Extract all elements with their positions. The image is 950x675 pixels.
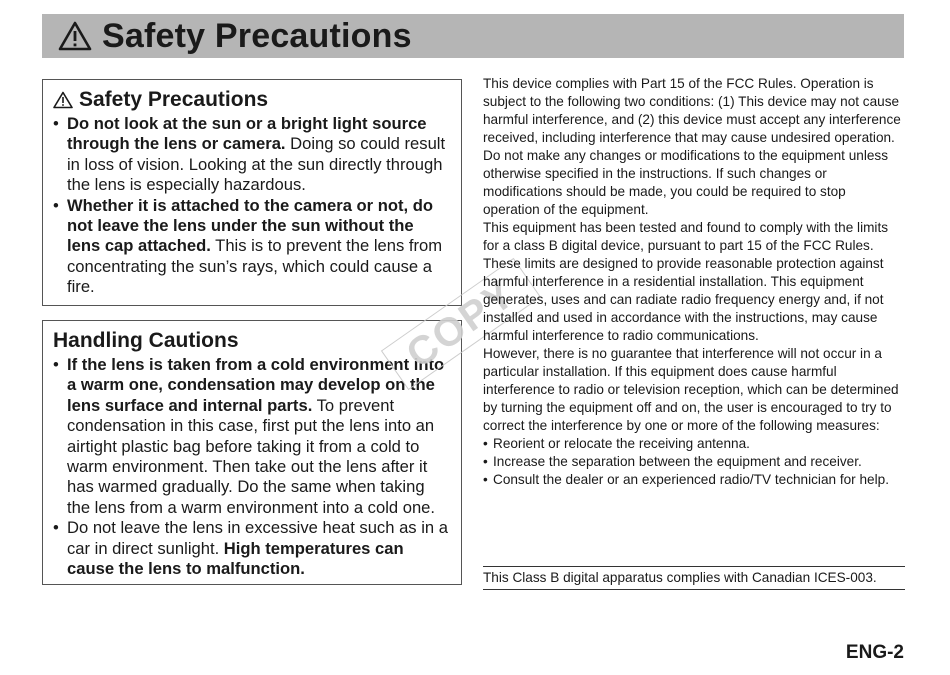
- item-bold: If the lens is taken from a cold environment into a warm one, condensation may develop on the lens surface and internal parts.: [67, 355, 445, 415]
- item-text: Doing so could result in loss of vision. Looking at the sun directly through the lens is especially hazardous.: [67, 134, 446, 195]
- canada-compliance-note: This Class B digital apparatus complies with Canadian ICES-003.: [483, 566, 905, 590]
- handling-heading: [53, 329, 451, 353]
- item-bold: High temperatures can cause the lens to malfunction.: [67, 538, 404, 579]
- list-item: [53, 196, 451, 298]
- safety-heading: [53, 88, 451, 112]
- list-item: [53, 518, 451, 579]
- handling-heading-text: Handling Cautions: [53, 329, 239, 352]
- header-bar: [42, 14, 904, 58]
- fcc-bullet: • Reorient or relocate the receiving antenna.: [483, 435, 905, 453]
- fcc-bullet: • Increase the separation between the equipment and receiver.: [483, 453, 905, 471]
- handling-cautions-box: [42, 320, 462, 585]
- item-bold: Whether it is attached to the camera or not, do not leave the lens under the sun without the lens cap attached.: [67, 195, 434, 256]
- fcc-paragraph: Do not make any changes or modifications to the equipment unless otherwise specified in the instructions. If such changes or modifications should be made, you could be required to stop operation of the equipment.: [483, 148, 889, 217]
- item-text: To prevent condensation in this case, first put the lens into an airtight plastic bag before taking it from a cold to warm environment. Then take out the lens after it has warmed gradually. Do the same when taking the lens from a warm environment into a cold one.: [67, 395, 436, 517]
- fcc-bullet: • Consult the dealer or an experienced radio/TV technician for help.: [483, 471, 905, 489]
- page-title: Safety Precautions: [102, 16, 412, 55]
- item-bold: Do not look at the sun or a bright light source through the lens or camera.: [67, 114, 427, 154]
- fcc-paragraph: This device complies with Part 15 of the FCC Rules. Operation is subject to the following two conditions: (1) This device may not cause harmful interference, and (2) this device must accept any interference received, including interference that may cause undesired operation.: [483, 76, 901, 145]
- fcc-paragraph: This equipment has been tested and found to comply with the limits for a class B digital device, pursuant to part 15 of the FCC Rules. These limits are designed to provide reasonable protection against harmful interference in a residential installation. This equipment generates, uses and can radiate radio frequency energy and, if not installed and used in accordance with the instructions, may cause harmful interference to radio communications.: [483, 220, 889, 343]
- fcc-paragraph: However, there is no guarantee that interference will not occur in a particular installation. If this equipment does cause harmful interference to radio or television reception, which can be determined by turning the equipment off and on, the user is encouraged to try to correct the interference by one or more of the following measures:: [483, 346, 899, 433]
- page-number: ENG-2: [845, 642, 904, 663]
- safety-heading-text: Safety Precautions: [79, 88, 269, 111]
- item-text: This is to prevent the lens from concentrating the sun’s rays, which could cause a fire.: [67, 236, 443, 297]
- warning-icon: [58, 21, 92, 51]
- item-text: Do not leave the lens in excessive heat such as in a car in direct sunlight.: [67, 518, 448, 558]
- copy-watermark: COPY: [381, 258, 541, 390]
- safety-precautions-box: [42, 79, 462, 306]
- warning-icon: [53, 91, 73, 109]
- handling-list: [53, 355, 451, 579]
- fcc-statement: [483, 75, 905, 489]
- list-item: [53, 114, 451, 196]
- list-item: [53, 355, 451, 518]
- safety-list: [53, 114, 451, 298]
